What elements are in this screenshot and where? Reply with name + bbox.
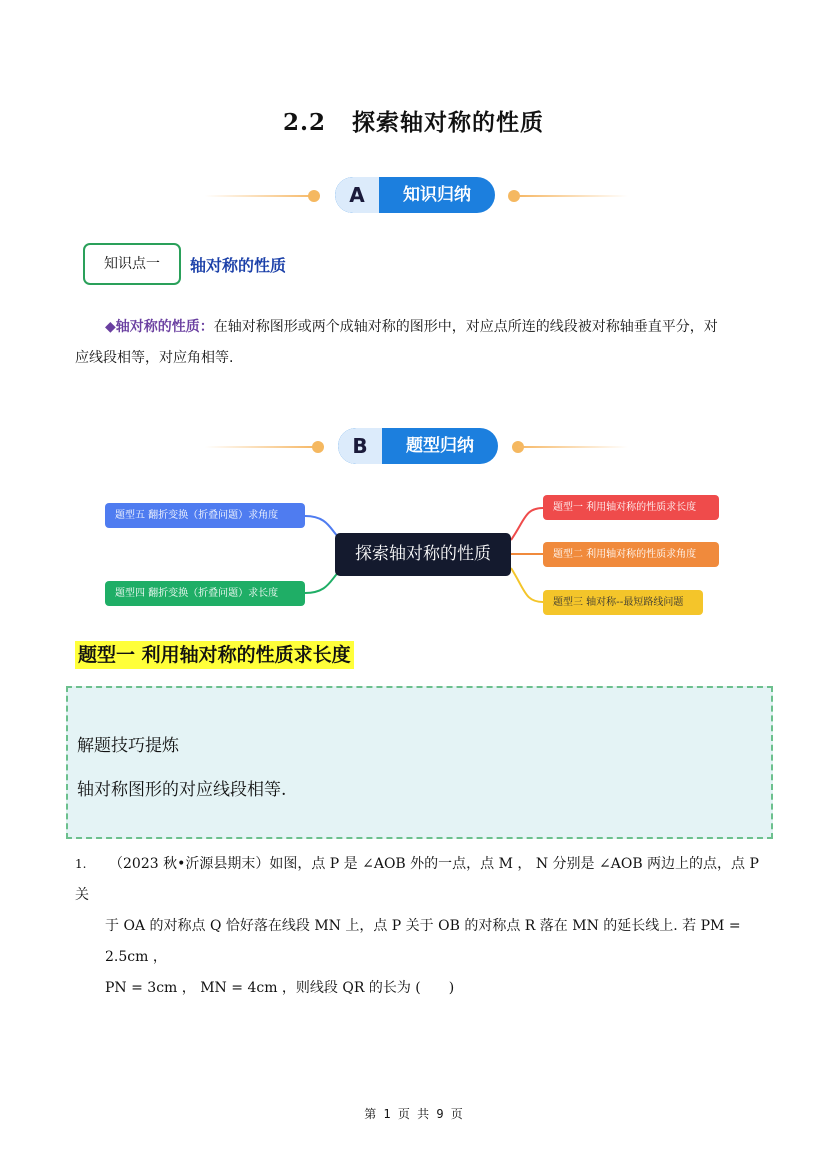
connector-right-bottom bbox=[511, 568, 543, 602]
mindmap-center: 探索轴对称的性质 bbox=[335, 533, 511, 576]
banner-label: 题型归纳 bbox=[406, 436, 474, 456]
knowledge-point-title: 轴对称的性质 bbox=[190, 256, 287, 275]
knowledge-lead: 轴对称的性质： bbox=[115, 319, 214, 335]
question-line1: （2023 秋•沂源县期末）如图，点 P 是 ∠AOB 外的一点，点 M ， N 分别是 ∠AOB 两边上的点，点 P 关 bbox=[75, 856, 759, 903]
banner-label: 知识归纳 bbox=[403, 185, 471, 205]
mindmap-node-type4: 题型四 翻折变换（折叠问题）求长度 bbox=[105, 581, 305, 606]
section-number: 2.2 bbox=[282, 109, 326, 136]
banner-letter: B bbox=[338, 428, 382, 464]
tip-text: 轴对称图形的对应线段相等. bbox=[77, 780, 287, 800]
question-line2: 于 OA 的对称点 Q 恰好落在线段 MN 上，点 P 关于 OB 的对称点 R 落在 MN 的延长线上. 若 PM = 2.5cm ， bbox=[105, 918, 741, 965]
title-text: 探索轴对称的性质 bbox=[352, 109, 544, 136]
mindmap-node-type2: 题型二 利用轴对称的性质求角度 bbox=[543, 542, 719, 567]
question-number: 1. bbox=[75, 857, 87, 871]
question-line3: PN = 3cm ， MN = 4cm ，则线段 QR 的长为 ( ) bbox=[105, 980, 455, 996]
knowledge-text-line2: 应线段相等，对应角相等. bbox=[75, 350, 234, 366]
diamond-icon: ◆ bbox=[105, 319, 116, 335]
tip-box bbox=[66, 686, 773, 839]
mindmap-node-type5: 题型五 翻折变换（折叠问题）求角度 bbox=[105, 503, 305, 528]
knowledge-point-box: 知识点一 bbox=[83, 243, 181, 285]
connector-right-top bbox=[511, 508, 543, 540]
tip-title: 解题技巧提炼 bbox=[77, 736, 179, 756]
question-1 bbox=[75, 849, 765, 1004]
page-footer: 第 1 页 共 9 页 bbox=[364, 1107, 463, 1121]
type1-heading: 题型一 利用轴对称的性质求长度 bbox=[75, 641, 354, 669]
mindmap-node-type3: 题型三 轴对称--最短路线问题 bbox=[543, 590, 703, 615]
banner-letter: A bbox=[335, 177, 379, 213]
mindmap-node-type1: 题型一 利用轴对称的性质求长度 bbox=[543, 495, 719, 520]
knowledge-text-line1: 在轴对称图形或两个成轴对称的图形中，对应点所连的线段被对称轴垂直平分，对 bbox=[213, 319, 718, 335]
